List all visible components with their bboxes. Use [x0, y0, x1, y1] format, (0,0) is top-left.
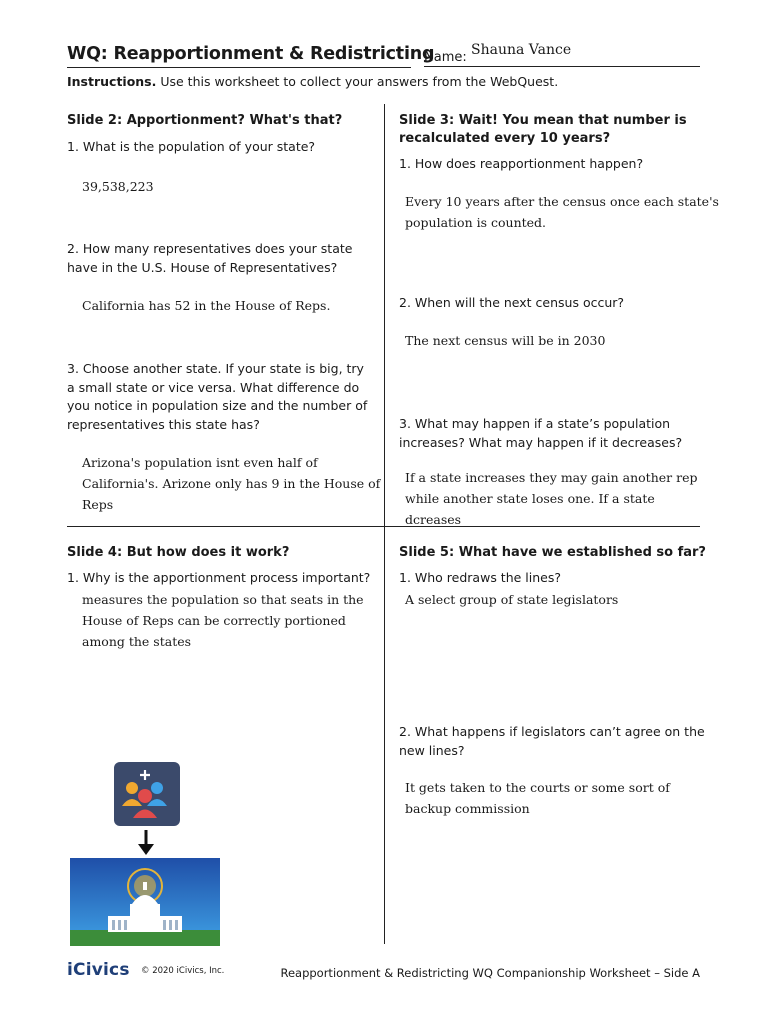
slide5-question-2: [399, 723, 705, 760]
name-field[interactable]: Shauna Vance: [471, 42, 572, 58]
slide2-answer-2[interactable]: California has 52 in the House of Reps.: [82, 298, 331, 313]
question-line: 3. What may happen if a state’s population: [399, 416, 671, 431]
slide3-question-2: 2. When will the next census occur?: [399, 295, 625, 310]
slide2-answer-1[interactable]: 39,538,223: [82, 179, 154, 194]
answer-line: population is counted.: [405, 215, 547, 230]
slide5-answer-1[interactable]: A select group of state legislators: [405, 592, 619, 607]
slide4-answer-1[interactable]: [82, 589, 364, 652]
answer-line: California's. Arizone only has 9 in the House of: [82, 476, 381, 491]
question-line: a small state or vice versa. What difference do: [67, 379, 360, 395]
answer-line: It gets taken to the courts or some sort of: [405, 780, 670, 795]
slide5-heading: Slide 5: What have we established so far?: [399, 545, 706, 560]
answer-line: measures the population so that seats in the: [82, 592, 364, 607]
question-line: new lines?: [399, 742, 465, 758]
answer-line: Reps: [82, 497, 114, 512]
question-line: you notice in population size and the number of: [67, 398, 368, 413]
icivics-logo: iCivics: [67, 960, 130, 980]
worksheet-title: WQ: Reapportionment & Redistricting: [67, 44, 435, 64]
slide4-heading: Slide 4: But how does it work?: [67, 545, 290, 560]
answer-line: If a state increases they may gain another rep: [405, 470, 698, 485]
name-label: Name:: [424, 50, 467, 65]
slide3-question-1: 1. How does reapportionment happen?: [399, 156, 644, 171]
instructions-label: Instructions.: [67, 74, 157, 89]
question-line: have in the U.S. House of Representatives?: [67, 259, 338, 275]
slide2-heading: Slide 2: Apportionment? What's that?: [67, 113, 343, 128]
question-line: 2. What happens if legislators can’t agree on the: [399, 724, 705, 739]
horizontal-divider: [67, 526, 700, 527]
answer-line: Every 10 years after the census once each state's: [405, 194, 719, 209]
slide5-question-1: 1. Who redraws the lines?: [399, 570, 561, 585]
slide3-question-3: [399, 415, 682, 452]
footer-title: Reapportionment & Redistricting WQ Companionship Worksheet – Side A: [280, 966, 700, 980]
question-line: representatives this state has?: [67, 416, 260, 432]
heading-line: recalculated every 10 years?: [399, 131, 611, 146]
instructions: [67, 74, 558, 89]
answer-line: among the states: [82, 634, 192, 649]
answer-line: Arizona's population isnt even half of: [82, 455, 318, 470]
apportionment-illustration: [68, 758, 222, 948]
answer-line: backup commission: [405, 801, 530, 816]
slide2-answer-3[interactable]: [82, 452, 380, 515]
slide4-question-1: 1. Why is the apportionment process important?: [67, 570, 371, 585]
slide2-question-1: 1. What is the population of your state?: [67, 139, 316, 154]
copyright: © 2020 iCivics, Inc.: [141, 966, 225, 976]
slide3-heading: [399, 112, 687, 148]
slide3-answer-3[interactable]: [405, 467, 705, 526]
slide3-answer-2[interactable]: The next census will be in 2030: [405, 333, 606, 348]
answer-line: while another state loses one. If a state dcreases: [405, 491, 655, 526]
capitol-building-icon: [70, 858, 220, 946]
question-line: increases? What may happen if it decreases?: [399, 434, 683, 450]
slide5-answer-2[interactable]: [405, 777, 670, 819]
question-line: 2. How many representatives does your state: [67, 241, 353, 256]
slide3-answer-1[interactable]: [405, 191, 719, 233]
answer-line: House of Reps can be correctly portioned: [82, 613, 346, 628]
question-line: 3. Choose another state. If your state is big, try: [67, 361, 364, 376]
name-line: [424, 66, 700, 67]
down-arrow-icon: [138, 830, 154, 855]
vertical-divider: [384, 104, 385, 944]
slide2-question-2: [67, 240, 352, 277]
slide2-question-3: [67, 360, 367, 434]
group-add-icon: [114, 762, 180, 826]
heading-line: Slide 3: Wait! You mean that number is: [399, 113, 687, 128]
title-underline: [67, 67, 411, 68]
instructions-text: Use this worksheet to collect your answers from the WebQuest.: [160, 74, 559, 89]
